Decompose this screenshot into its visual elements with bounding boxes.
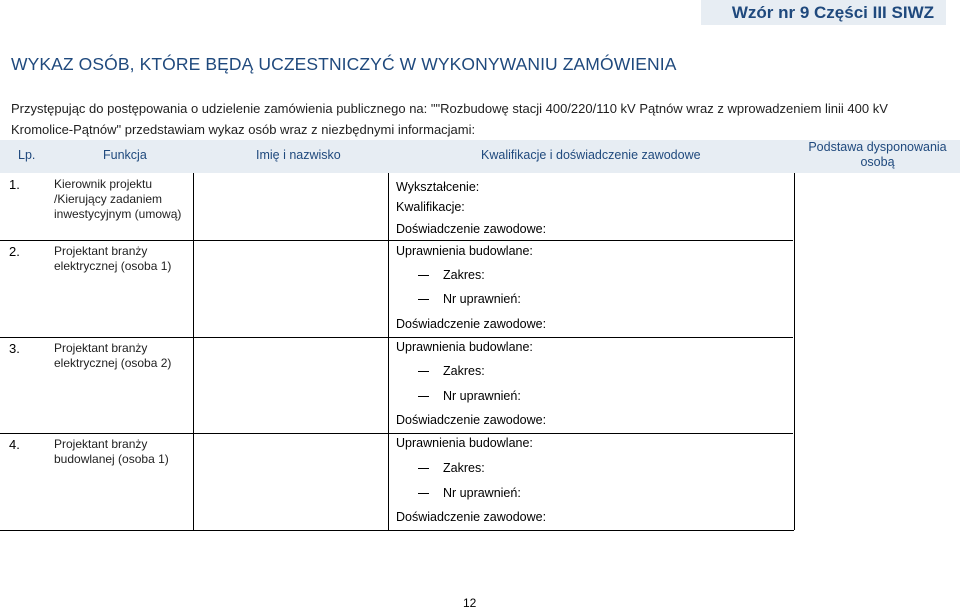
qualifications-label: Kwalifikacje: xyxy=(396,200,465,214)
experience-label: Doświadczenie zawodowe: xyxy=(396,222,547,236)
dash-bullet xyxy=(418,299,429,300)
column-divider xyxy=(794,173,795,530)
permissions-label: Uprawnienia budowlane: xyxy=(396,436,533,450)
experience-label: Doświadczenie zawodowe: xyxy=(396,510,547,524)
row-function: Projektant branży elektrycznej (osoba 1) xyxy=(54,244,172,273)
row-number: 2. xyxy=(9,244,20,259)
dash-bullet xyxy=(418,371,429,372)
document-badge: Wzór nr 9 Części III SIWZ xyxy=(701,0,946,25)
column-header-qualifications: Kwalifikacje i doświadczenie zawodowe xyxy=(481,148,701,162)
permissions-label: Uprawnienia budowlane: xyxy=(396,244,533,258)
education-label: Wykształcenie: xyxy=(396,180,480,194)
column-divider xyxy=(388,173,389,530)
scope-label: Zakres: xyxy=(443,461,485,475)
row-function: Projektant branży elektrycznej (osoba 2) xyxy=(54,341,172,370)
row-divider xyxy=(0,337,793,338)
page-number: 12 xyxy=(463,596,477,610)
dash-bullet xyxy=(418,275,429,276)
dash-bullet xyxy=(418,396,429,397)
permit-number-label: Nr uprawnień: xyxy=(443,389,521,403)
permit-number-label: Nr uprawnień: xyxy=(443,486,521,500)
dash-bullet xyxy=(418,493,429,494)
experience-label: Doświadczenie zawodowe: xyxy=(396,413,547,427)
document-title: WYKAZ OSÓB, KTÓRE BĘDĄ UCZESTNICZYĆ W WYKONYWANIU ZAMÓWIENIA xyxy=(11,54,677,74)
dash-bullet xyxy=(418,468,429,469)
permissions-label: Uprawnienia budowlane: xyxy=(396,340,533,354)
column-divider xyxy=(193,173,194,530)
row-divider xyxy=(0,240,793,241)
row-function: Kierownik projektu /Kierujący zadaniem inwestycyjnym (umową) xyxy=(54,177,182,221)
column-header-lp: Lp. xyxy=(18,148,36,162)
row-function: Projektant branży budowlanej (osoba 1) xyxy=(54,437,169,466)
row-number: 1. xyxy=(9,177,20,192)
permit-number-label: Nr uprawnień: xyxy=(443,292,521,306)
intro-paragraph: Przystępując do postępowania o udzielenie zamówienia publicznego na: ""Rozbudowę stacji 400/220/110 kV Pątnów wraz z wprowadzeniem linii 400 kV Kromolice-Pątnów" przedstawiam wykaz osób wraz z niezbędnymi informacjami: xyxy=(11,101,888,137)
scope-label: Zakres: xyxy=(443,364,485,378)
row-divider xyxy=(0,433,793,434)
row-number: 3. xyxy=(9,341,20,356)
scope-label: Zakres: xyxy=(443,268,485,282)
row-number: 4. xyxy=(9,437,20,452)
column-header-name: Imię i nazwisko xyxy=(256,148,341,162)
experience-label: Doświadczenie zawodowe: xyxy=(396,317,547,331)
column-header-function: Funkcja xyxy=(103,148,147,162)
row-divider xyxy=(0,530,794,531)
column-header-basis: Podstawa dysponowania osobą xyxy=(808,140,947,169)
